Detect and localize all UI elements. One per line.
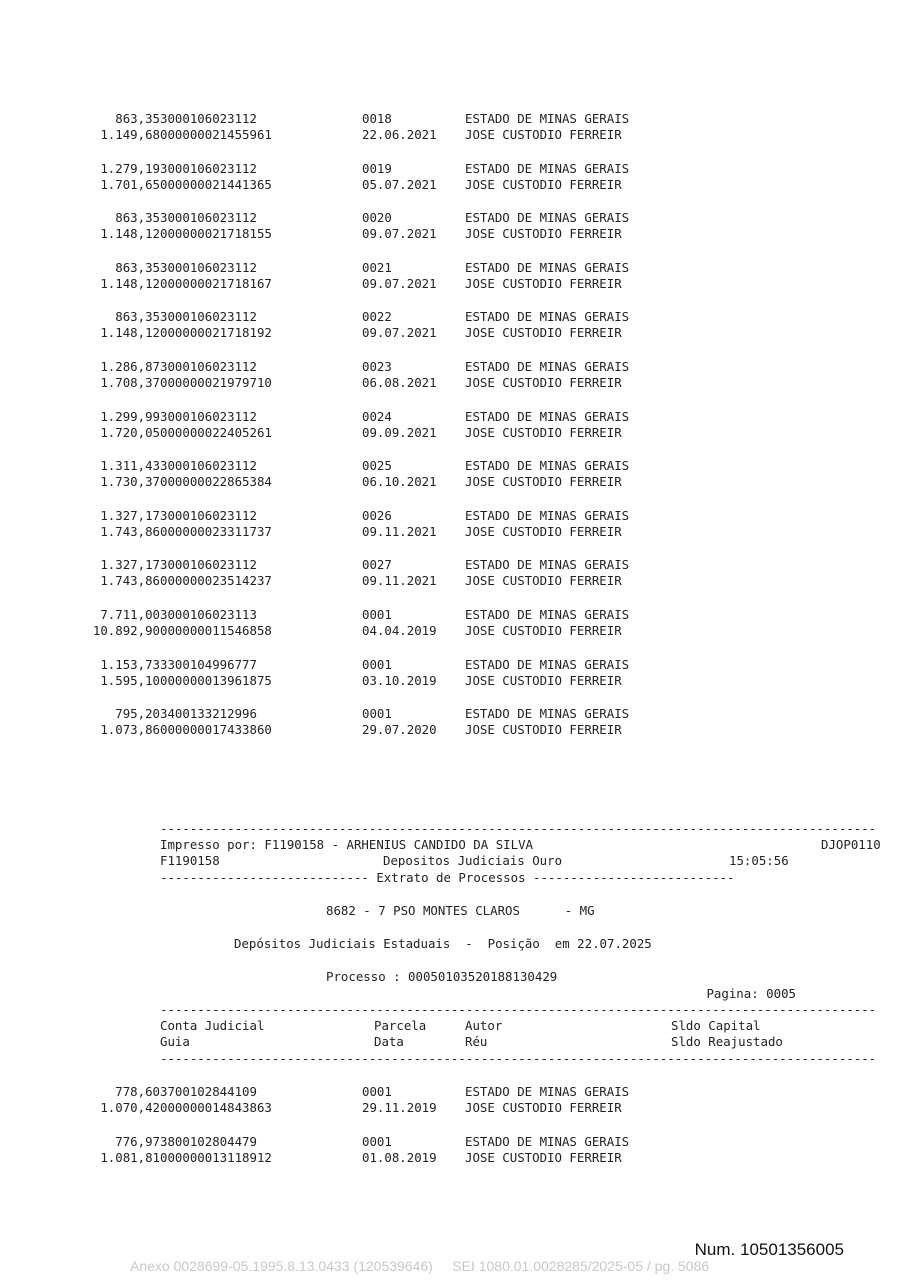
defendant: JOSE CUSTODIO FERREIR [465, 375, 622, 390]
separator-line: ------------------------------------------------------------------------------------------------ [160, 1051, 877, 1066]
capital-balance: 863,35 [115, 259, 160, 275]
deposit-date: 09.11.2021 [362, 573, 437, 589]
account-number: 3700102844109 [160, 1084, 257, 1099]
plaintiff: ESTADO DE MINAS GERAIS [465, 557, 630, 573]
capital-balance: 863,35 [115, 309, 160, 325]
defendant: JOSE CUSTODIO FERREIR [465, 573, 622, 589]
extrato-title: Extrato de Processos [376, 870, 526, 885]
capital-balance: 1.286,87 [100, 359, 160, 374]
adjusted-balance: 1.073,86 [100, 722, 160, 738]
installment-number: 0001 [362, 607, 392, 622]
defendant: JOSE CUSTODIO FERREIR [465, 1150, 622, 1165]
deposit-entry [100, 209, 796, 243]
guide-number: 000000021979710 [160, 375, 272, 390]
capital-balance: 795,20 [115, 706, 160, 722]
col-header-guia: Guia [160, 1034, 190, 1049]
capital-balance: 1.279,19 [100, 160, 160, 176]
deposit-entry [100, 507, 796, 541]
deposit-entry [100, 160, 796, 194]
plaintiff: ESTADO DE MINAS GERAIS [465, 309, 630, 325]
deposit-entry [100, 110, 796, 144]
capital-balance: 1.299,99 [100, 408, 160, 424]
guide-number: 000000023311737 [160, 523, 272, 539]
guide-number: 000000013961875 [160, 672, 272, 688]
guide-number: 000000021718155 [160, 226, 272, 242]
installment-number: 0022 [362, 309, 392, 325]
plaintiff: ESTADO DE MINAS GERAIS [465, 607, 630, 622]
program-code: DJOP0110 [821, 837, 881, 852]
deposit-date: 09.07.2021 [362, 275, 437, 291]
account-number: 3000106023112 [160, 507, 257, 523]
guide-number: 000000022405261 [160, 424, 272, 440]
defendant: JOSE CUSTODIO FERREIR [465, 672, 622, 688]
col-header-reajustado: Sldo Reajustado [671, 1034, 783, 1049]
deposit-date: 09.11.2021 [362, 523, 437, 539]
account-number: 3400133212996 [160, 706, 257, 722]
plaintiff: ESTADO DE MINAS GERAIS [465, 1134, 630, 1149]
capital-balance: 863,35 [115, 210, 160, 226]
col-header-autor: Autor [465, 1018, 503, 1033]
extrato-title-bar: ---------------------------- Extrato de Processos --------------------------- [160, 870, 735, 885]
account-number: 3000106023112 [160, 309, 257, 325]
account-number: 3300104996777 [160, 656, 257, 672]
defendant: JOSE CUSTODIO FERREIR [465, 474, 622, 490]
account-number: 3000106023112 [160, 408, 257, 424]
defendant: JOSE CUSTODIO FERREIR [465, 275, 622, 291]
deposit-entry [100, 1133, 796, 1167]
defendant: JOSE CUSTODIO FERREIR [465, 722, 622, 738]
process-number: Processo : 00050103520188130429 [326, 969, 558, 984]
plaintiff: ESTADO DE MINAS GERAIS [465, 359, 630, 374]
deposit-entry [100, 259, 796, 293]
capital-balance: 778,60 [115, 1084, 160, 1099]
printed-by: Impresso por: F1190158 - ARHENIUS CANDIDO DA SILVA [160, 837, 533, 852]
deposit-entry [100, 656, 796, 690]
account-number: 3000106023112 [160, 259, 257, 275]
guide-number: 000000021455961 [160, 127, 272, 142]
plaintiff: ESTADO DE MINAS GERAIS [465, 408, 630, 424]
plaintiff: ESTADO DE MINAS GERAIS [465, 259, 630, 275]
installment-number: 0027 [362, 557, 392, 573]
system-name: Depositos Judiciais Ouro [383, 853, 563, 868]
col-header-reu: Réu [465, 1034, 488, 1049]
deposit-entry [92, 606, 796, 640]
deposit-date: 22.06.2021 [362, 127, 437, 142]
column-headers [160, 1017, 796, 1051]
deposit-date: 09.07.2021 [362, 226, 437, 242]
deposit-entry [100, 308, 796, 342]
plaintiff: ESTADO DE MINAS GERAIS [465, 111, 630, 126]
defendant: JOSE CUSTODIO FERREIR [465, 176, 622, 192]
col-header-capital: Sldo Capital [671, 1018, 761, 1033]
adjusted-balance: 1.148,12 [100, 275, 160, 291]
col-header-conta: Conta Judicial [160, 1018, 265, 1033]
deposit-date: 29.11.2019 [362, 1100, 437, 1115]
defendant: JOSE CUSTODIO FERREIR [465, 523, 622, 539]
col-header-parcela: Parcela [374, 1018, 427, 1033]
installment-number: 0001 [362, 1084, 392, 1099]
defendant: JOSE CUSTODIO FERREIR [465, 424, 622, 440]
col-header-data: Data [374, 1034, 404, 1049]
installment-number: 0018 [362, 111, 392, 126]
installment-number: 0021 [362, 259, 392, 275]
plaintiff: ESTADO DE MINAS GERAIS [465, 458, 630, 474]
page-number: Pagina: 0005 [706, 986, 796, 1001]
plaintiff: ESTADO DE MINAS GERAIS [465, 160, 630, 176]
defendant: JOSE CUSTODIO FERREIR [465, 623, 622, 638]
document-number: Num. 10501356005 [694, 1240, 844, 1259]
capital-balance: 1.327,17 [100, 507, 160, 523]
defendant: JOSE CUSTODIO FERREIR [465, 1100, 622, 1115]
adjusted-balance: 1.148,12 [100, 226, 160, 242]
deposit-date: 04.04.2019 [362, 623, 437, 638]
annex-reference: Anexo 0028699-05.1995.8.13.0433 (120539646) SEI 1080.01.0028285/2025-05 / pg. 5086 [130, 1258, 710, 1274]
deposit-date: 06.08.2021 [362, 375, 437, 390]
adjusted-balance: 1.730,37 [100, 474, 160, 490]
adjusted-balance: 1.595,10 [100, 672, 160, 688]
guide-number: 000000021718192 [160, 325, 272, 341]
defendant: JOSE CUSTODIO FERREIR [465, 226, 622, 242]
installment-number: 0001 [362, 1134, 392, 1149]
defendant: JOSE CUSTODIO FERREIR [465, 325, 622, 341]
account-number: 3000106023112 [160, 359, 257, 374]
deposit-date: 09.07.2021 [362, 325, 437, 341]
adjusted-balance: 1.720,05 [100, 424, 160, 440]
installment-number: 0025 [362, 458, 392, 474]
installment-number: 0024 [362, 408, 392, 424]
account-number: 3000106023112 [160, 557, 257, 573]
agency-line: 8682 - 7 PSO MONTES CLAROS - MG [326, 903, 595, 918]
guide-number: 000000022865384 [160, 474, 272, 490]
deposit-entry [100, 1083, 796, 1117]
account-number: 3000106023113 [160, 607, 257, 622]
separator-line: ------------------------------------------------------------------------------------------------ [160, 821, 877, 836]
deposit-date: 09.09.2021 [362, 424, 437, 440]
adjusted-balance: 1.743,86 [100, 573, 160, 589]
installment-number: 0020 [362, 210, 392, 226]
account-number: 3000106023112 [160, 111, 257, 126]
separator-line: ------------------------------------------------------------------------------------------------ [160, 1002, 877, 1017]
adjusted-balance: 1.070,42 [100, 1100, 160, 1115]
capital-balance: 863,35 [115, 111, 160, 126]
installment-number: 0026 [362, 507, 392, 523]
adjusted-balance: 1.743,86 [100, 523, 160, 539]
deposit-date: 01.08.2019 [362, 1150, 437, 1165]
account-number: 3000106023112 [160, 160, 257, 176]
deposit-date: 03.10.2019 [362, 672, 437, 688]
capital-balance: 1.153,73 [100, 656, 160, 672]
guide-number: 000000014843863 [160, 1100, 272, 1115]
capital-balance: 1.311,43 [100, 458, 160, 474]
account-number: 3000106023112 [160, 458, 257, 474]
guide-number: 000000011546858 [160, 623, 272, 638]
plaintiff: ESTADO DE MINAS GERAIS [465, 210, 630, 226]
guide-number: 000000021718167 [160, 275, 272, 291]
deposit-entry [100, 457, 796, 491]
deposit-entry [100, 408, 796, 442]
adjusted-balance: 1.081,81 [100, 1150, 160, 1165]
adjusted-balance: 1.148,12 [100, 325, 160, 341]
defendant: JOSE CUSTODIO FERREIR [465, 127, 622, 142]
deposit-entry [100, 358, 796, 392]
plaintiff: ESTADO DE MINAS GERAIS [465, 656, 630, 672]
plaintiff: ESTADO DE MINAS GERAIS [465, 1084, 630, 1099]
capital-balance: 776,97 [115, 1134, 160, 1149]
adjusted-balance: 10.892,90 [92, 623, 160, 638]
deposit-date: 05.07.2021 [362, 176, 437, 192]
capital-balance: 7.711,00 [100, 607, 160, 622]
print-time: 15:05:56 [729, 853, 789, 868]
deposit-date: 29.07.2020 [362, 722, 437, 738]
account-number: 3800102804479 [160, 1134, 257, 1149]
user-code: F1190158 [160, 853, 220, 868]
deposit-entry [100, 705, 796, 739]
plaintiff: ESTADO DE MINAS GERAIS [465, 706, 630, 722]
guide-number: 000000021441365 [160, 176, 272, 192]
position-title: Depósitos Judiciais Estaduais - Posição em 22.07.2025 [234, 936, 652, 951]
adjusted-balance: 1.708,37 [100, 375, 160, 390]
plaintiff: ESTADO DE MINAS GERAIS [465, 507, 630, 523]
deposit-date: 06.10.2021 [362, 474, 437, 490]
installment-number: 0001 [362, 706, 392, 722]
guide-number: 000000023514237 [160, 573, 272, 589]
capital-balance: 1.327,17 [100, 557, 160, 573]
account-number: 3000106023112 [160, 210, 257, 226]
adjusted-balance: 1.701,65 [100, 176, 160, 192]
guide-number: 000000013118912 [160, 1150, 272, 1165]
guide-number: 000000017433860 [160, 722, 272, 738]
installment-number: 0001 [362, 656, 392, 672]
installment-number: 0023 [362, 359, 392, 374]
installment-number: 0019 [362, 160, 392, 176]
deposit-entry [100, 556, 796, 590]
adjusted-balance: 1.149,68 [100, 127, 160, 142]
